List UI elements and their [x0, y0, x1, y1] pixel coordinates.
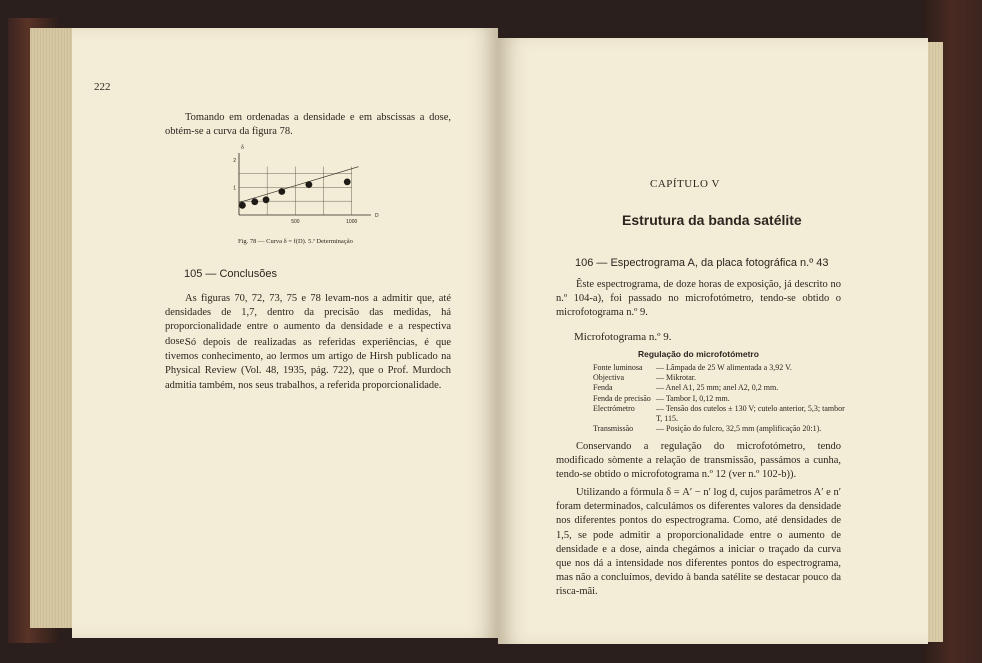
x-tick-label: 1000 — [346, 219, 358, 225]
section-heading-spectrogram: 106 — Espectrograma A, da placa fotográfica n.º 43 — [575, 257, 829, 269]
regulation-label: Electrómetro — [593, 403, 635, 413]
regulation-table — [593, 363, 848, 434]
table-row — [593, 394, 848, 404]
data-point — [251, 198, 258, 205]
regulation-title: Regulação do microfotómetro — [638, 349, 759, 359]
y-tick-label: 1 — [233, 185, 236, 192]
intro-paragraph: Tomando em ordenadas a densidade e em abscissas a dose, obtém-se a curva da figura 78. — [165, 112, 451, 138]
conclusions-paragraph: As figuras 70, 72, 73, 75 e 78 levam-nos a admitir que, até densidades de 1,7, dentro da precisão das medidas, há proporcionalidade entre o aumento da densidade e a respectiva dose. — [165, 293, 451, 347]
data-point — [263, 196, 270, 203]
microphotogram-heading: Microfotograma n.º 9. — [574, 331, 672, 343]
formula-paragraph: Utilizando a fórmula δ = A′ − n′ log d, cujos parâmetros A′ e n′ foram determinados, calculámos os diferentes valores da densidade nos diferentes pontos do espectrograma. Como, até densidades de 1,5, se pode admitir a proporcionalidade entre o aumento de densidade e a dose, ainda chegámos a iniciar o traçado da curva que nos dá a intensidade nos diferentes pontos do espectrograma, mas não a concluímos, devido à banda satélite se destacar pouco da risca-mãi. — [556, 487, 841, 598]
figure-caption: Fig. 78 — Curva δ = f(D). 5.ª Determinação — [238, 238, 353, 245]
data-point — [239, 202, 246, 209]
density-dose-chart — [225, 143, 395, 233]
data-point — [305, 181, 312, 188]
transmission-paragraph: Conservando a regulação do microfotómetro, tendo modificado sòmente a relação de transmissão, passámos a cunha, tendo-se obtido o microfotograma n.º 12 (ver n.º 102-b)). — [556, 441, 841, 481]
regulation-value: — Tensão dos cutelos ± 130 V; cutelo anterior, 5,3; tambor T, 115. — [656, 403, 845, 424]
table-row — [593, 404, 848, 424]
table-row — [593, 383, 848, 393]
regulation-value: — Tambor I, 0,12 mm. — [656, 393, 730, 403]
chapter-title: Estrutura da banda satélite — [622, 212, 802, 228]
data-point — [344, 178, 351, 185]
regulation-label: Transmissão — [593, 424, 634, 434]
hirsh-paragraph: Só depois de realizadas as referidas experiências, é que tivemos conhecimento, ao lermos um artigo de Hirsh publicado na Physical Review (Vol. 48, 1935, pág. 722), que o Prof. Murdoch admitia também, nos seus trabalhos, a referida proporcionalidade. — [165, 337, 451, 391]
y-axis-label: δ — [241, 145, 244, 151]
page-number: 222 — [94, 81, 111, 93]
table-row — [593, 363, 848, 373]
regulation-value: — Posição do fulcro, 32,5 mm (amplificação 20:1). — [656, 424, 822, 434]
spectrogram-paragraph: Êste espectrograma, de doze horas de exposição, já descrito no n.º 104-a), foi passado no microfotómetro, tendo-se obtido o microfotograma n.º 9. — [556, 279, 841, 319]
regulation-label: Objectiva — [593, 373, 625, 383]
page-edges-left — [30, 28, 76, 628]
regulation-label: Fenda — [593, 383, 613, 393]
regulation-value: — Mikrotar. — [656, 373, 696, 383]
regulation-label: Fenda de precisão — [593, 393, 651, 403]
table-row — [593, 424, 848, 434]
fit-line — [239, 167, 358, 203]
regulation-value: — Anel A1, 25 mm; anel A2, 0,2 mm. — [656, 383, 779, 393]
table-row — [593, 373, 848, 383]
x-tick-label: 500 — [291, 219, 300, 225]
y-tick-label: 2 — [233, 157, 236, 164]
x-axis-label: D — [375, 213, 379, 219]
section-heading-conclusions: 105 — Conclusões — [184, 268, 277, 280]
chapter-heading: CAPÍTULO V — [650, 178, 720, 190]
data-point — [278, 188, 285, 195]
regulation-label: Fonte luminosa — [593, 363, 643, 372]
regulation-value: — Lâmpada de 25 W alimentada a 3,92 V. — [656, 363, 792, 372]
